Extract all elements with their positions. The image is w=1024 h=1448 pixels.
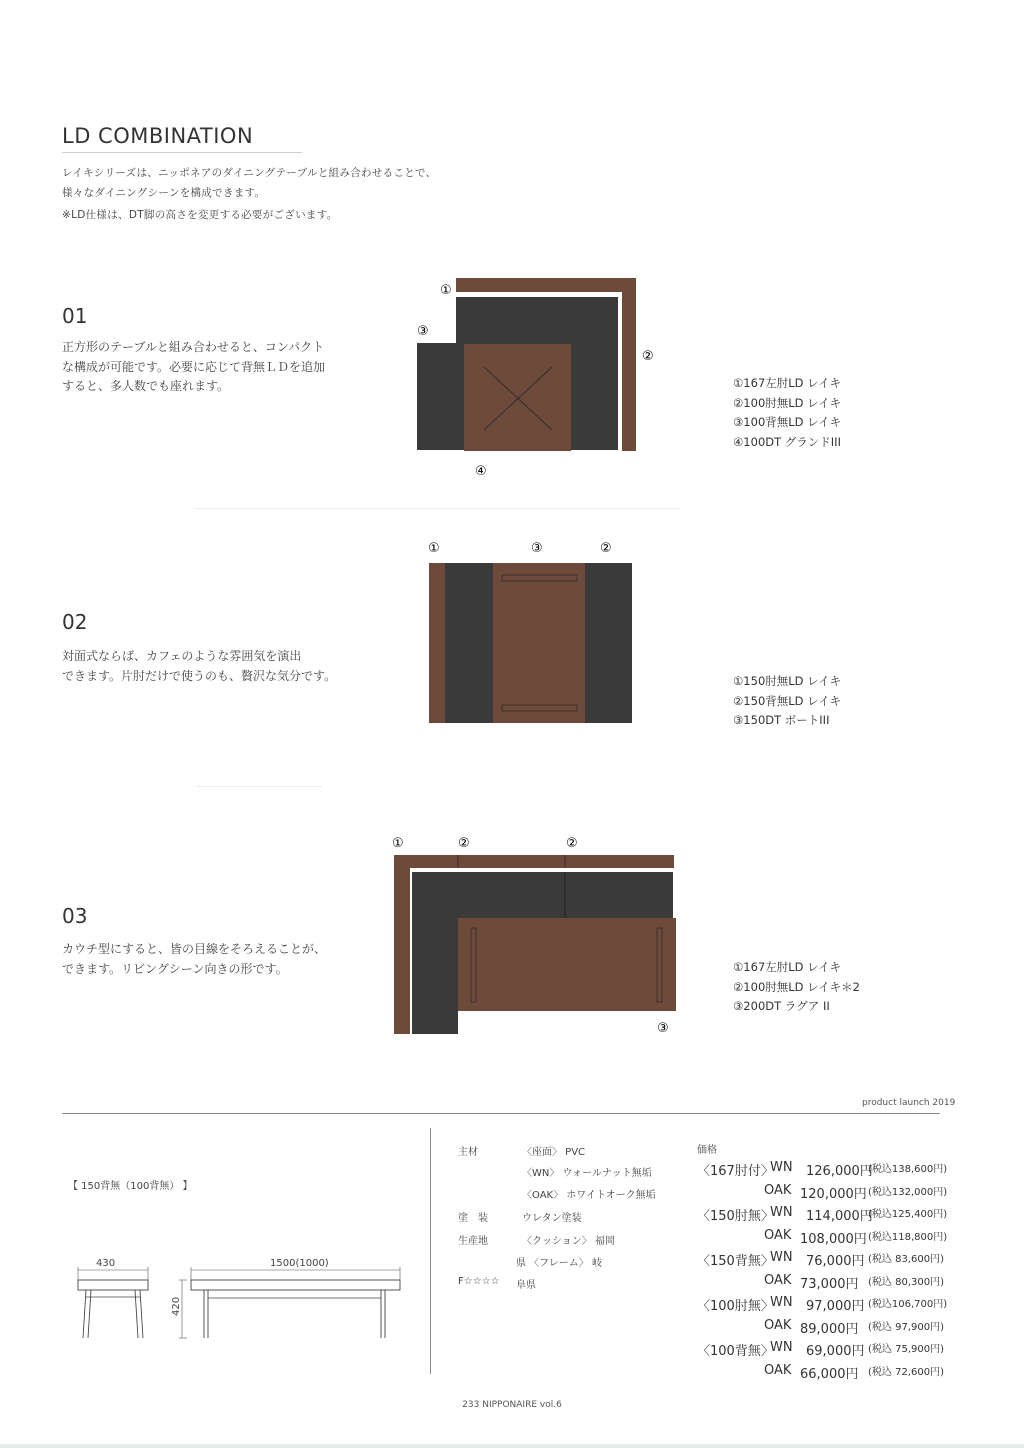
dim-width: 430 — [96, 1258, 116, 1269]
price-tax: (税込 80,300円) — [868, 1276, 944, 1288]
marker-1: ① — [428, 541, 440, 556]
legend-item: ②150背無LD レイキ — [733, 693, 842, 708]
price-tax: (税込 75,900円) — [868, 1344, 944, 1355]
bench-150 — [585, 563, 632, 723]
price-tax: (税込 72,600円) — [868, 1366, 944, 1378]
spec-value: 県 〈フレーム〉 岐 — [516, 1258, 602, 1269]
text-line: できます。リビングシーン向きの形です。 — [62, 961, 288, 976]
seat-side — [78, 1280, 148, 1290]
vertical-divider — [430, 1128, 431, 1374]
text-line: カウチ型にすると、皆の目線をそろえることが、 — [62, 942, 327, 956]
table-200dt — [458, 918, 676, 1011]
legend-item: ③150DT ボートIII — [733, 713, 830, 727]
marker-1: ① — [392, 836, 404, 851]
spec-label: 主材 — [458, 1147, 478, 1158]
model-label: 【 150背無（100背無） 】 — [68, 1181, 193, 1192]
price-tax: (税込118,800円) — [868, 1231, 948, 1243]
seat-front — [191, 1280, 400, 1290]
legend-03 — [733, 958, 860, 1017]
price-tax: (税込106,700円) — [868, 1299, 948, 1310]
price-tax: (税込 97,900円) — [868, 1321, 944, 1333]
price-tax: (税込138,600円) — [868, 1164, 948, 1175]
legend-item: ①167左肘LD レイキ — [733, 960, 842, 974]
text-line: 正方形のテーブルと組み合わせると、コンパクト — [62, 340, 325, 354]
section-01-text — [62, 338, 325, 397]
launch-label: product launch 2019 — [862, 1098, 956, 1108]
legend-02 — [733, 672, 841, 731]
price-wood: OAK — [764, 1272, 792, 1288]
sofa-150-back — [429, 563, 445, 723]
marker-1: ① — [440, 283, 452, 298]
spec-value: ウレタン塗装 — [522, 1213, 582, 1224]
price-wood: OAK — [764, 1317, 792, 1333]
dimension-drawing — [60, 1250, 420, 1350]
price-value: 108,000円 — [800, 1231, 867, 1247]
price-tax: (税込 83,600円) — [868, 1254, 944, 1265]
bench-100-left — [417, 343, 465, 450]
backrest-row — [394, 855, 674, 868]
spec-label: 塗 装 — [458, 1213, 488, 1224]
price-value: 97,000円 — [806, 1299, 865, 1314]
price-label: 〈100背無〉 — [697, 1344, 774, 1359]
backrest-167 — [456, 278, 636, 292]
marker-3: ③ — [657, 1021, 669, 1036]
price-wood: WN — [770, 1250, 793, 1265]
diagram-02 — [420, 535, 645, 730]
price-wood: WN — [770, 1340, 793, 1355]
price-value: 120,000円 — [800, 1186, 867, 1202]
section-03-number: 03 — [62, 904, 88, 928]
page-bottom-band — [0, 1444, 1024, 1448]
marker-2: ② — [458, 836, 470, 851]
marker-3: ③ — [417, 324, 429, 339]
marker-2: ② — [642, 349, 654, 364]
page-footer: 233 NIPPONAIRE vol.6 — [462, 1400, 562, 1410]
intro-line-1: レイキシリーズは、ニッポネアのダイニングテーブルと組み合わせることで、 — [62, 167, 437, 179]
legend-item: ②100肘無LD レイキ＊2 — [733, 979, 860, 994]
price-value: 73,000円 — [800, 1276, 859, 1292]
leg — [83, 1290, 86, 1338]
text-line: できます。片肘だけで使うのも、贅沢な気分です。 — [62, 668, 337, 683]
armrest-167 — [394, 855, 410, 1034]
marker-2: ② — [566, 836, 578, 851]
price-value: 114,000円 — [806, 1209, 873, 1224]
price-value: 69,000円 — [806, 1344, 865, 1359]
legend-item: ①167左肘LD レイキ — [733, 376, 842, 390]
marker-4: ④ — [475, 464, 487, 479]
sofa-150-cushion — [445, 563, 493, 723]
section-01-number: 01 — [62, 304, 88, 328]
marker-3: ③ — [531, 541, 543, 556]
legend-01 — [733, 374, 841, 452]
price-label: 〈150背無〉 — [697, 1254, 774, 1269]
price-wood: OAK — [764, 1362, 792, 1378]
legend-item: ③200DT ラグア II — [733, 999, 830, 1013]
price-label: 〈100肘無〉 — [697, 1299, 774, 1314]
text-line: な構成が可能です。必要に応じて背無ＬＤを追加 — [62, 359, 326, 374]
price-wood: WN — [770, 1160, 793, 1175]
cushion-167 — [456, 297, 618, 345]
table-150dt — [493, 563, 585, 723]
text-line: 対面式ならば、カフェのような雰囲気を演出 — [62, 649, 302, 663]
spec-label: 生産地 — [458, 1236, 488, 1247]
legend-item: ③100背無LD レイキ — [733, 415, 842, 429]
intro-line-2: 様々なダイニングシーンを構成できます。 — [62, 187, 266, 199]
price-wood: OAK — [764, 1182, 792, 1198]
diagram-03 — [385, 830, 685, 1040]
price-value: 76,000円 — [806, 1254, 865, 1269]
price-value: 66,000円 — [800, 1366, 859, 1382]
dim-length: 1500(1000) — [270, 1258, 329, 1269]
price-wood: WN — [770, 1205, 793, 1220]
legend-item: ④100DT グランドIII — [733, 434, 841, 449]
spec-label: F☆☆☆☆ — [458, 1276, 500, 1287]
spec-value: 〈座面〉 PVC — [522, 1147, 586, 1158]
dim-height: 420 — [171, 1296, 182, 1316]
section-02-number: 02 — [62, 610, 88, 634]
legend-item: ①150肘無LD レイキ — [733, 674, 842, 688]
section-02-text — [62, 647, 336, 686]
armrest-167 — [622, 278, 636, 451]
couch-cushion — [412, 872, 458, 1034]
price-wood: OAK — [764, 1227, 792, 1243]
spec-value: 〈クッション〉 福岡 — [522, 1236, 615, 1247]
spec-value: 阜県 — [516, 1280, 536, 1291]
bench-100-right — [570, 343, 618, 450]
legend-item: ②100肘無LD レイキ — [733, 395, 842, 410]
price-label: 〈150肘無〉 — [697, 1209, 774, 1224]
leg — [140, 1290, 143, 1338]
marker-2: ② — [600, 541, 612, 556]
price-label: 〈167肘付〉 — [697, 1164, 774, 1179]
diagram-01 — [410, 275, 654, 485]
section-separator — [196, 508, 680, 509]
title-rule — [62, 152, 302, 153]
price-tax: (税込132,000円) — [868, 1186, 948, 1198]
price-value: 126,000円 — [806, 1164, 873, 1179]
spec-value: 〈OAK〉 ホワイトオーク無垢 — [522, 1190, 656, 1201]
price-value: 89,000円 — [800, 1321, 859, 1337]
intro-note: ※LD仕様は、DT脚の高さを変更する必要がございます。 — [62, 209, 338, 221]
page-title: LD COMBINATION — [62, 124, 254, 148]
section-03-text — [62, 940, 326, 979]
price-wood: WN — [770, 1295, 793, 1310]
section-separator — [196, 786, 322, 787]
price-tax: (税込125,400円) — [868, 1209, 948, 1220]
divider — [62, 1113, 940, 1114]
price-header: 価格 — [697, 1145, 717, 1156]
text-line: すると、多人数でも座れます。 — [62, 379, 230, 393]
spec-value: 〈WN〉 ウォールナット無垢 — [522, 1168, 652, 1179]
